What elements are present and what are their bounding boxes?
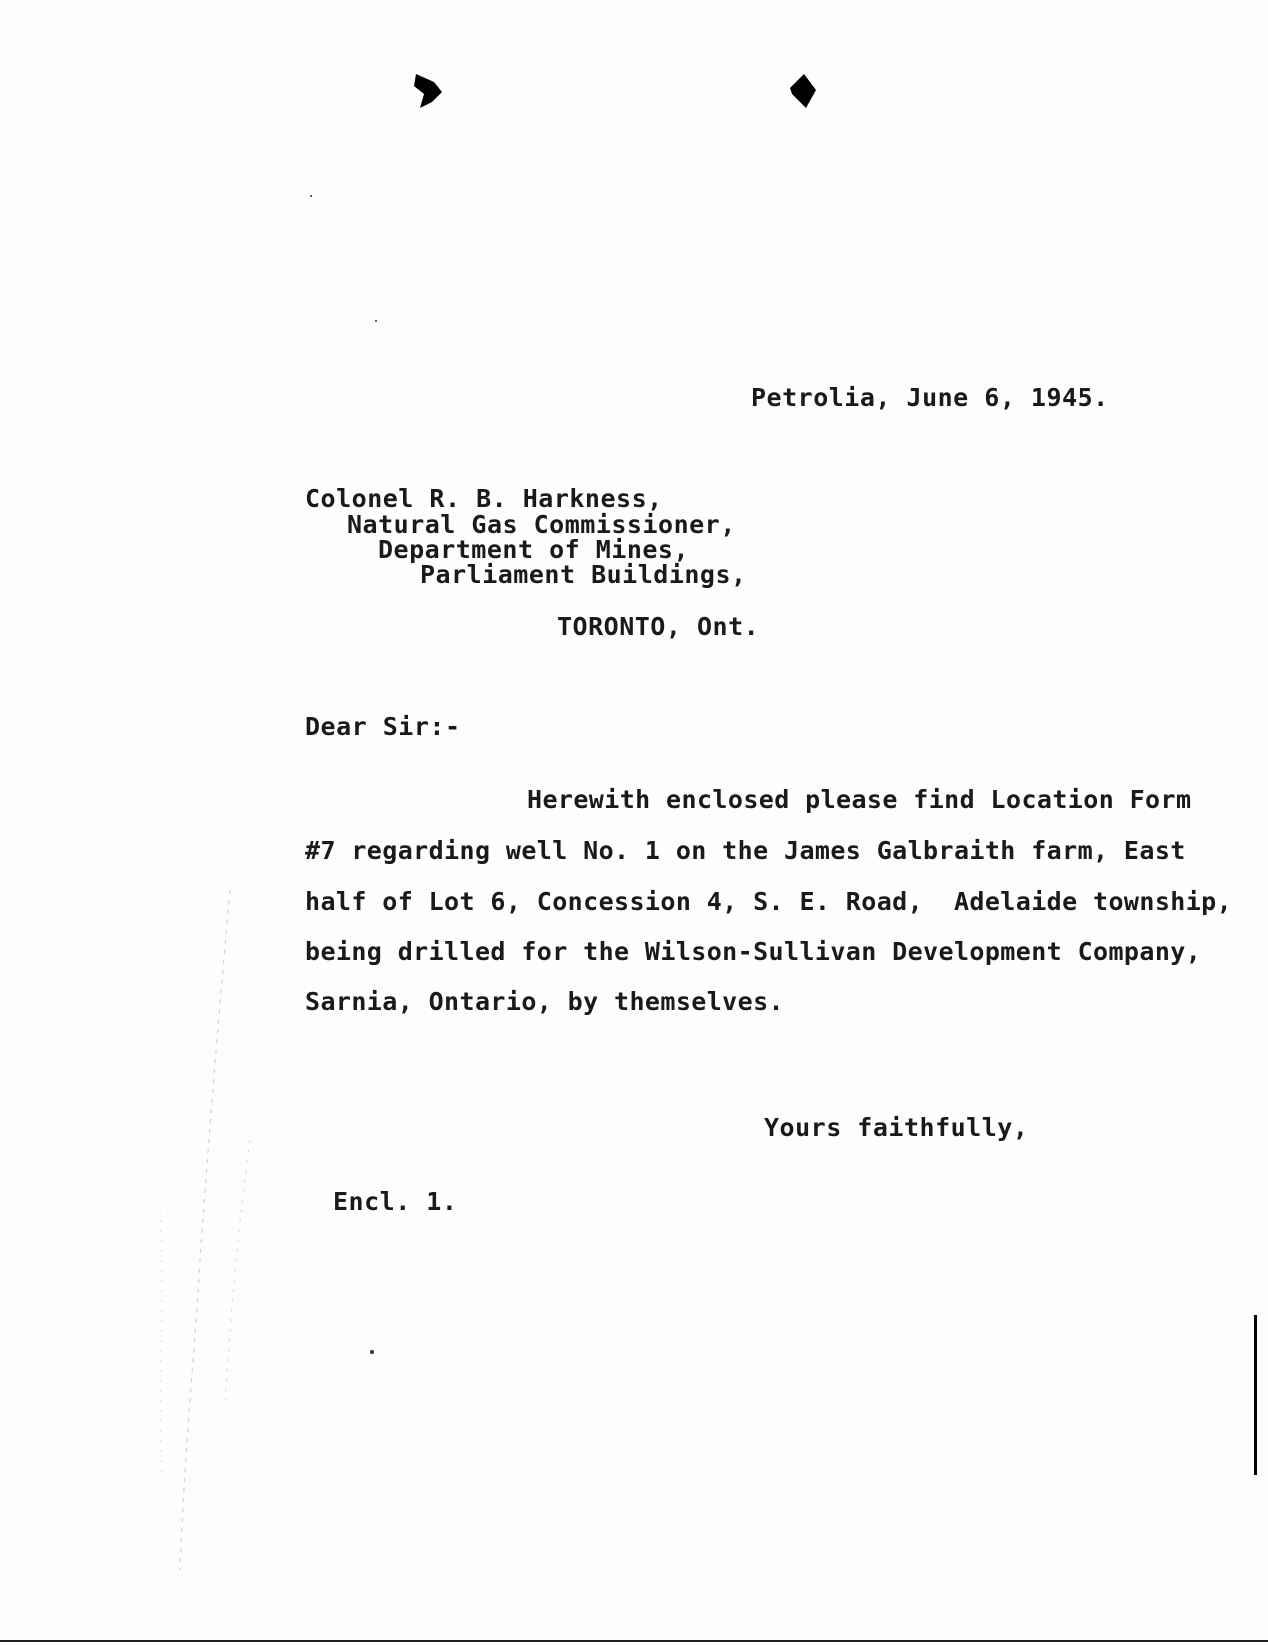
addressee-department: Department of Mines, (378, 535, 690, 564)
salutation: Dear Sir:- (305, 712, 461, 741)
body-line: half of Lot 6, Concession 4, S. E. Road, Adelaide township, (305, 887, 1233, 916)
scan-speck (375, 320, 377, 322)
scan-streaks (140, 880, 270, 1580)
body-line: Herewith enclosed please find Location Form (527, 785, 1192, 814)
scan-edge-bottom (0, 1640, 1268, 1642)
body-line: #7 regarding well No. 1 on the James Galbraith farm, East (305, 836, 1186, 865)
scan-speck (310, 195, 312, 197)
addressee-name: Colonel R. B. Harkness, (305, 484, 663, 513)
addressee-title: Natural Gas Commissioner, (347, 510, 736, 539)
date-line: Petrolia, June 6, 1945. (751, 383, 1109, 412)
body-line: Sarnia, Ontario, by themselves. (305, 987, 784, 1016)
scan-speck (370, 1350, 374, 1354)
punch-mark-left-icon (412, 72, 446, 112)
closing: Yours faithfully, (764, 1113, 1029, 1142)
addressee-building: Parliament Buildings, (420, 560, 747, 589)
punch-mark-right-icon (786, 72, 822, 112)
scan-edge-right (1254, 1315, 1257, 1475)
body-line: being drilled for the Wilson-Sullivan Development Company, (305, 937, 1202, 966)
addressee-city: TORONTO, Ont. (557, 612, 760, 641)
enclosure-note: Encl. 1. (333, 1187, 458, 1216)
